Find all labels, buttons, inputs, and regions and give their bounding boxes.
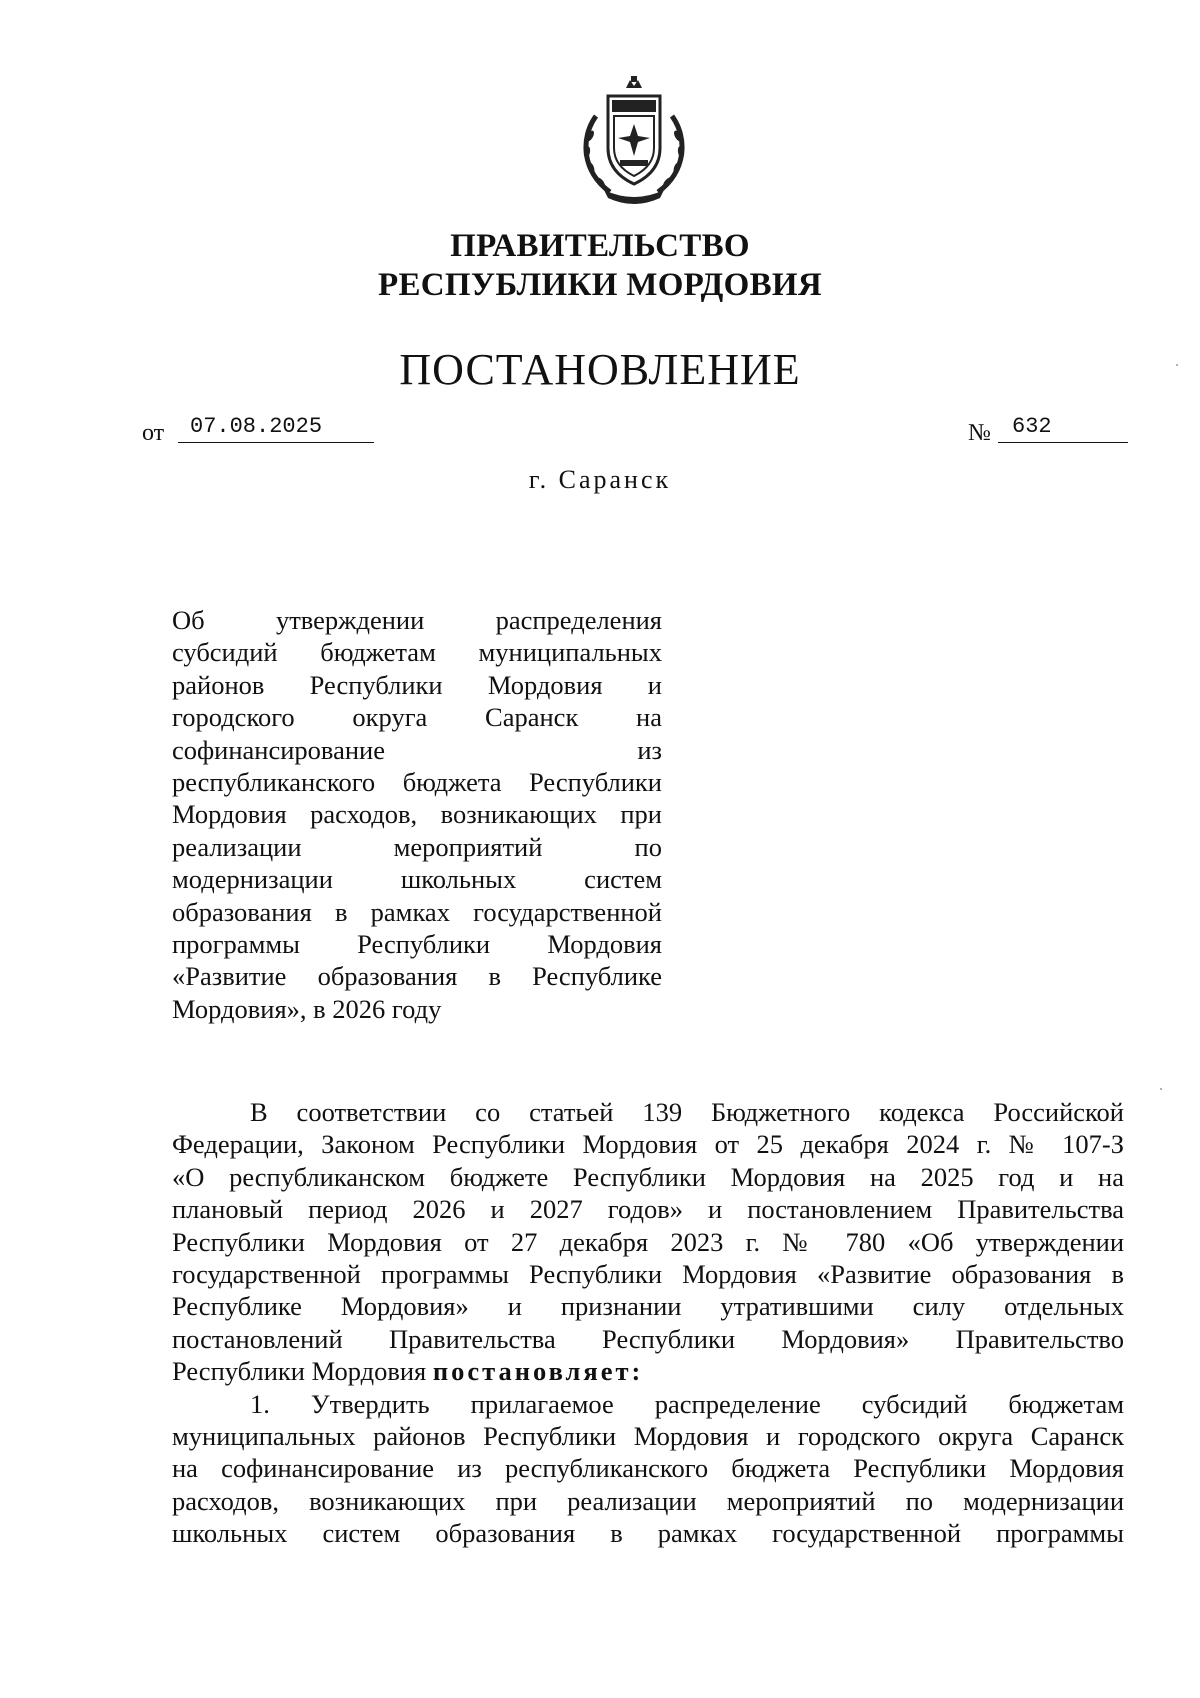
scan-speck xyxy=(1160,1088,1162,1090)
item-line: на софинансирование из республиканского бюджета Республики Мордовия xyxy=(172,1453,1124,1484)
document-number: 632 xyxy=(998,412,1128,443)
body-line: «О республиканском бюджете Республики Мордовия на 2025 год и на xyxy=(172,1161,1124,1192)
document-date: 07.08.2025 xyxy=(178,412,374,443)
item-line: муниципальных районов Республики Мордовия и городского округа Саранск xyxy=(172,1420,1124,1451)
number-label: № xyxy=(968,420,991,446)
title-line: республиканского бюджета Республики xyxy=(172,766,662,797)
title-line: Об утверждении распределения xyxy=(172,605,662,635)
item-line: расходов, возникающих при реализации мероприятий по модернизации xyxy=(172,1485,1124,1516)
scan-speck xyxy=(1176,364,1178,366)
body-line: государственной программы Республики Мордовия «Развитие образования в xyxy=(172,1258,1124,1289)
title-line: «Развитие образования в Республике xyxy=(172,961,662,992)
date-label: от xyxy=(142,420,165,446)
title-line: модернизации школьных систем xyxy=(172,864,662,895)
item-line: школьных систем образования в рамках государственной программы xyxy=(172,1518,1124,1549)
body-line: Федерации, Законом Республики Мордовия от 25 декабря 2024 г. № 107-З xyxy=(172,1129,1124,1160)
document-type: ПОСТАНОВЛЕНИЕ xyxy=(399,345,801,394)
body-line: плановый период 2026 и 2027 годов» и постановлением Правительства xyxy=(172,1194,1124,1225)
body-line: постановлений Правительства Республики Мордовия» Правительство xyxy=(172,1323,1124,1354)
body-line: В соответствии со статьей 139 Бюджетного кодекса Российской xyxy=(250,1097,1124,1127)
item-line: 1. Утвердить прилагаемое распределение субсидий бюджетам xyxy=(250,1388,1124,1419)
coat-of-arms-icon xyxy=(574,76,694,204)
title-line: образования в рамках государственной xyxy=(172,896,662,927)
city-name: г. Саранск xyxy=(528,465,672,494)
decree-prefix: Республики Мордовия xyxy=(172,1356,433,1387)
body-line: Республики Мордовия от 27 декабря 2023 г. № 780 «Об утверждении xyxy=(172,1226,1124,1257)
title-line: софинансирование из xyxy=(172,734,662,765)
document-title xyxy=(172,604,662,1025)
decree-word: постановляет: xyxy=(432,1356,644,1387)
title-line: районов Республики Мордовия и xyxy=(172,669,662,700)
organization-name-line2: РЕСПУБЛИКИ МОРДОВИЯ xyxy=(377,267,822,303)
document-body xyxy=(172,1096,1124,1549)
body-line: Республике Мордовия» и признании утратившими силу отдельных xyxy=(172,1291,1124,1322)
title-line: реализации мероприятий по xyxy=(172,831,662,862)
title-line: субсидий бюджетам муниципальных xyxy=(172,637,662,668)
decree-line xyxy=(172,1355,1124,1387)
title-line: Мордовия расходов, возникающих при xyxy=(172,799,662,830)
title-line: городского округа Саранск на xyxy=(172,702,662,733)
title-line: Мордовия», в 2026 году xyxy=(172,993,442,1024)
title-line: программы Республики Мордовия xyxy=(172,928,662,959)
organization-name-line1: ПРАВИТЕЛЬСТВО xyxy=(450,228,750,264)
